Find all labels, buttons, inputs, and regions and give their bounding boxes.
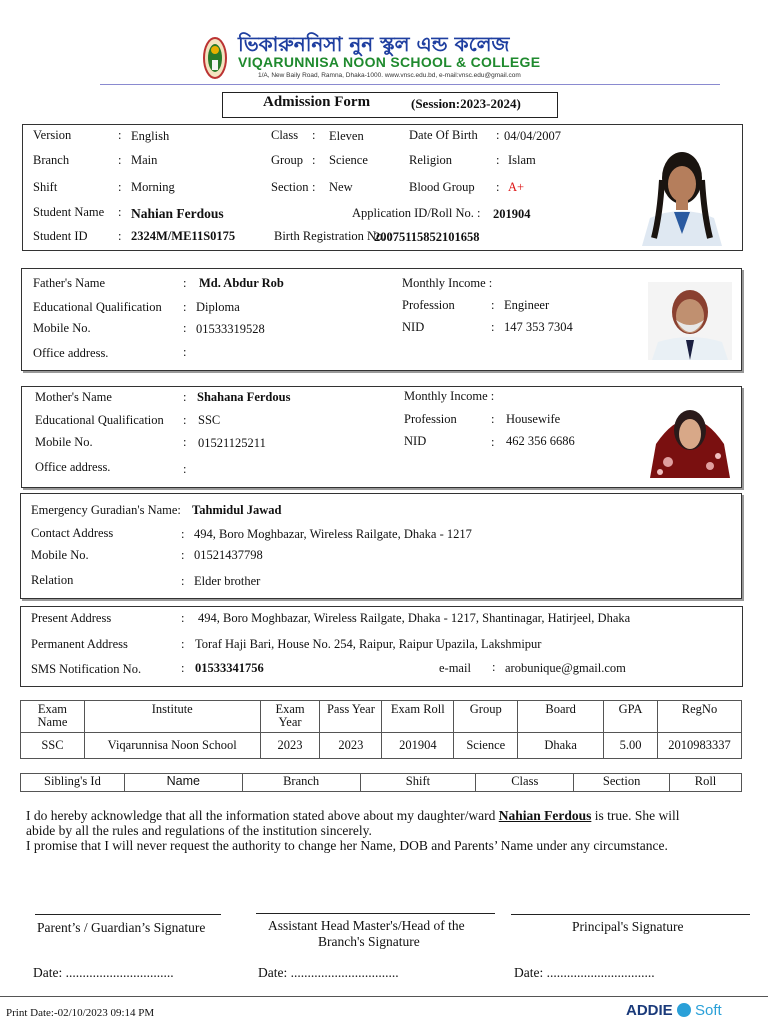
label-guardian-name: Emergency Guradian's Name: [31,503,181,517]
label-student-name: Student Name [33,205,105,219]
label-class: Class [271,128,299,142]
label-email: e-mail [439,661,471,675]
label-application-id: Application ID/Roll No. : [352,206,481,220]
label-sms-number: SMS Notification No. [31,662,142,676]
label-religion: Religion [409,153,453,167]
exam-header-cell: Exam Name [21,701,85,733]
label-branch: Branch [33,153,70,167]
colon: : [118,153,122,167]
value-father-education: Diploma [196,300,240,314]
label-version: Version [33,128,72,142]
head-date: Date: ................................ [258,965,399,980]
label-blood-group: Blood Group [409,180,475,194]
parent-date: Date: ................................ [33,965,174,980]
colon: : [496,153,500,167]
value-branch: Main [131,153,158,167]
exam-header-cell: Institute [84,701,260,733]
colon: : [312,180,316,194]
value-student-name: Nahian Ferdous [131,206,224,221]
exam-cell: 2023 [320,733,382,759]
exam-cell: Dhaka [518,733,604,759]
declaration-student-name: Nahian Ferdous [498,808,592,823]
declaration-text: I do hereby acknowledge that all the information stated above about my daughter/ward [26,808,496,823]
exam-header-cell: Exam Roll [382,701,454,733]
label-shift: Shift [33,180,58,194]
label-group: Group [271,153,303,167]
brand-logo [626,1002,722,1019]
student-photo [632,134,732,246]
value-shift: Morning [131,180,175,194]
colon: : [491,320,495,334]
label-guardian-mobile: Mobile No. [31,548,89,562]
label-dob: Date Of Birth [409,128,478,142]
mother-section [21,386,742,488]
colon: : [118,205,122,219]
exam-header-cell: Board [518,701,604,733]
sibling-table-header-row [21,774,742,792]
label-permanent-address: Permanent Address [31,637,128,651]
colon: : [312,128,316,142]
declaration-line-1 [26,808,680,824]
value-permanent-address: Toraf Haji Bari, House No. 254, Raipur, Raipur Upazila, Lakshmipur [195,637,542,651]
sibling-header-cell: Shift [360,774,476,792]
declaration-line-3: I promise that I will never request the authority to change her Name, DOB and Parents’ Name under any circumstance. [26,838,668,853]
sibling-header-cell: Name [124,774,242,792]
value-blood-group: A+ [508,180,525,194]
father-section [21,268,742,371]
value-section: New [329,180,353,194]
exam-header-cell: Pass Year [320,701,382,733]
footer-rule [0,996,768,997]
sibling-table [20,773,742,792]
label-birth-registration: Birth Registration No. : [274,229,393,243]
brand-name: ADDIE [626,1002,673,1019]
form-title: Admission Form [263,94,371,110]
value-group: Science [329,153,368,167]
colon: : [181,637,185,651]
colon: : [496,180,500,194]
label-mother-profession: Profession [404,412,457,426]
colon: : [118,128,122,142]
value-father-mobile: 01533319528 [196,322,265,336]
label-father-education: Educational Qualification [33,300,162,314]
value-mother-profession: Housewife [506,412,561,426]
colon: : [183,345,187,359]
father-photo [648,282,732,360]
colon: : [181,527,185,541]
school-address: 1/A, New Baily Road, Ramna, Dhaka-1000. www.vnsc.edu.bd, e-mail:vnsc.edu@gmail.com [258,72,521,79]
value-mother-name: Shahana Ferdous [197,390,291,404]
label-mother-nid: NID [404,434,427,448]
colon: : [181,661,185,675]
colon: : [181,574,185,588]
declaration-line-2: abide by all the rules and regulations of the institution sincerely. [26,823,372,838]
value-sms-number: 01533341756 [195,661,264,675]
school-name-english: VIQARUNNISA NOON SCHOOL & COLLEGE [238,54,541,70]
sibling-header-cell: Sibling's Id [21,774,125,792]
colon: : [312,153,316,167]
value-mother-nid: 462 356 6686 [506,434,575,448]
sibling-header-cell: Section [574,774,670,792]
declaration-text: is true. She will [594,808,680,823]
value-father-nid: 147 353 7304 [504,320,573,334]
session: (Session:2023-2024) [411,96,521,111]
print-date: Print Date:-02/10/2023 09:14 PM [6,1007,155,1019]
exam-cell: 201904 [382,733,454,759]
exam-header-cell: Exam Year [260,701,320,733]
exam-header-cell: RegNo [657,701,741,733]
parent-signature-line [35,914,221,915]
colon: : [181,611,185,625]
value-mother-education: SSC [198,413,221,427]
colon: : [183,390,187,404]
colon: : [183,413,187,427]
exam-header-cell: GPA [604,701,658,733]
value-dob: 04/04/2007 [504,129,561,143]
sibling-header-cell: Class [476,774,574,792]
exam-cell: Viqarunnisa Noon School [84,733,260,759]
head-signature-label-1: Assistant Head Master's/Head of the [268,918,465,933]
label-student-id: Student ID [33,229,88,243]
value-relation: Elder brother [194,574,261,588]
colon: : [492,660,496,674]
label-present-address: Present Address [31,611,112,625]
value-class: Eleven [329,129,364,143]
label-father-office: Office address. [33,346,109,360]
exam-cell: Science [454,733,518,759]
school-logo [202,32,228,80]
exam-cell: 2010983337 [657,733,741,759]
principal-signature-label: Principal's Signature [572,919,684,934]
mother-photo [648,400,732,478]
colon: : [183,321,187,335]
colon: : [183,276,187,290]
label-father-income: Monthly Income : [402,276,493,290]
label-mother-name: Mother's Name [35,390,112,404]
label-mother-income: Monthly Income : [404,389,495,403]
school-name-bengali: ভিকারুননিসা নুন স্কুল এন্ড কলেজ [238,32,510,56]
value-guardian-mobile: 01521437798 [194,548,263,562]
exam-table [20,700,742,759]
label-mother-education: Educational Qualification [35,413,164,427]
label-father-profession: Profession [402,298,455,312]
colon: : [118,229,122,243]
colon: : [118,180,122,194]
exam-cell: 5.00 [604,733,658,759]
value-present-address: 494, Boro Moghbazar, Wireless Railgate, Dhaka - 1217, Shantinagar, Hatirjeel, Dhaka [198,611,631,625]
value-birth-registration: 20075115852101658 [374,230,480,244]
header-rule [100,84,720,85]
colon: : [491,412,495,426]
table-row [21,733,742,759]
value-father-name: Md. Abdur Rob [199,276,284,290]
sibling-header-cell: Roll [670,774,742,792]
exam-cell: SSC [21,733,85,759]
principal-date: Date: ................................ [514,965,655,980]
value-application-id: 201904 [493,207,531,221]
colon: : [491,298,495,312]
value-guardian-name: Tahmidul Jawad [192,503,282,517]
brand-house-icon [677,1003,691,1017]
exam-cell: 2023 [260,733,320,759]
label-mother-mobile: Mobile No. [35,435,93,449]
label-contact-address: Contact Address [31,526,114,540]
value-contact-address: 494, Boro Moghbazar, Wireless Railgate, Dhaka - 1217 [194,527,472,541]
value-email: arobunique@gmail.com [505,661,626,675]
label-section: Section [271,180,309,194]
colon: : [491,435,495,449]
exam-table-header-row [21,701,742,733]
label-mother-office: Office address. [35,460,111,474]
parent-signature-label: Parent’s / Guardian’s Signature [37,920,206,935]
value-religion: Islam [508,153,536,167]
label-father-nid: NID [402,320,425,334]
value-student-id: 2324M/ME11S0175 [131,229,236,243]
value-version: English [131,129,170,143]
colon: : [183,435,187,449]
label-relation: Relation [31,573,74,587]
label-father-name: Father's Name [33,276,106,290]
value-father-profession: Engineer [504,298,550,312]
colon: : [183,300,187,314]
head-signature-line [256,913,495,914]
colon: : [183,462,187,476]
principal-signature-line [511,914,750,915]
brand-suffix: Soft [695,1002,722,1019]
head-signature-label-2: Branch's Signature [318,934,420,949]
sibling-header-cell: Branch [242,774,360,792]
exam-header-cell: Group [454,701,518,733]
label-father-mobile: Mobile No. [33,321,91,335]
colon: : [496,128,500,142]
colon: : [181,548,185,562]
value-mother-mobile: 01521125211 [198,436,266,450]
